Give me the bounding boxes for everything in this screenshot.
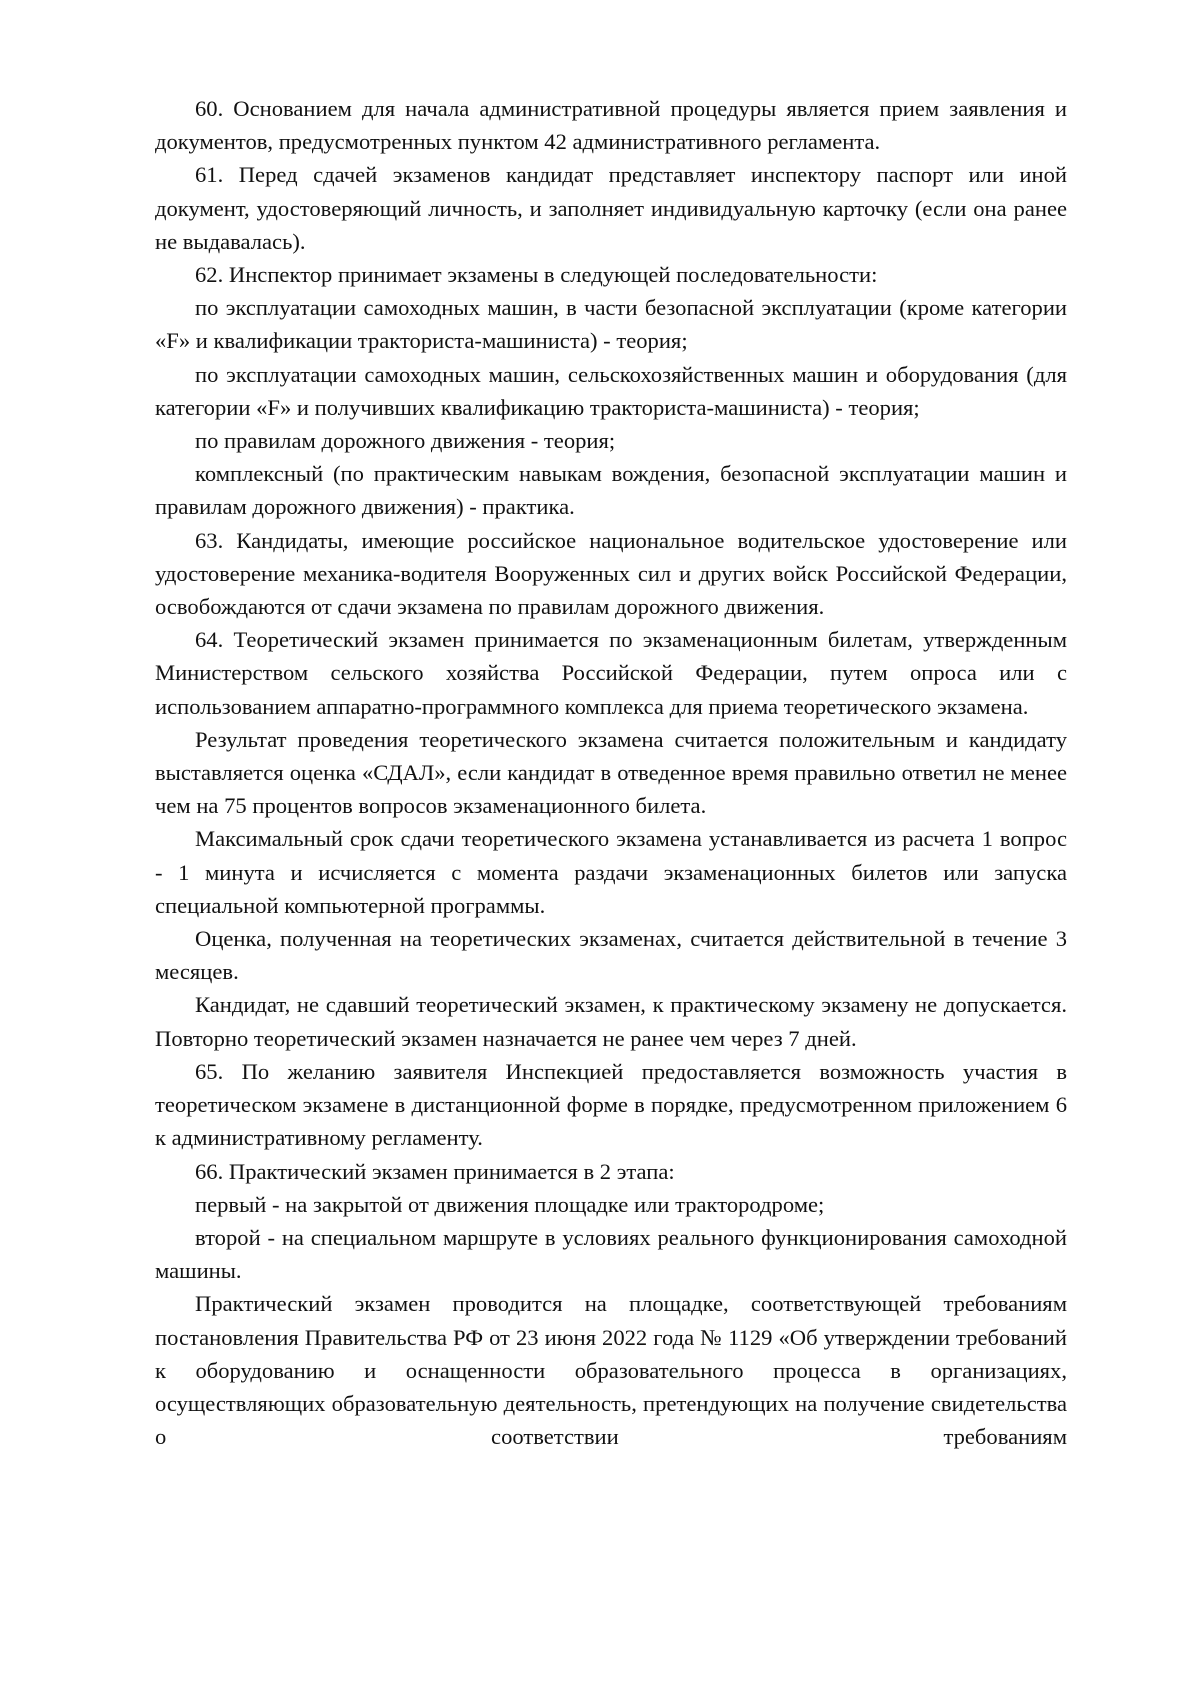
paragraph-60: 60. Основанием для начала административной процедуры является прием заявления и документов, предусмотренных пунктом 42 административного регламента. <box>155 96 1067 155</box>
paragraph-62-item-4: комплексный (по практическим навыкам вождения, безопасной эксплуатации машин и правилам дорожного движения) - практика. <box>155 461 1067 520</box>
paragraph-65: 65. По желанию заявителя Инспекцией предоставляется возможность участия в теоретическом экзамене в дистанционной форме в порядке, предусмотренном приложением 6 к административному регламенту. <box>155 1058 1067 1151</box>
paragraph-61: 61. Перед сдачей экзаменов кандидат представляет инспектору паспорт или иной документ, удостоверяющий личность, и заполняет индивидуальную карточку (если она ранее не выдавалась). <box>155 162 1067 254</box>
paragraph-64-result: Результат проведения теоретического экзамена считается положительным и кандидату выставляется оценка «СДАЛ», если кандидат в отведенное время правильно ответил не менее чем на 75 процентов вопросов экзаменационного билета. <box>155 726 1067 819</box>
paragraph-66-site: Практический экзамен проводится на площадке, соответствующей требованиям постановления Правительства РФ от 23 июня 2022 года № 1129 «Об утверждении требований к оборудованию и оснащенности образовательного процесса в организациях, осуществляющих образовательную деятельность, претендующих на получение свидетельства о соответствии требованиям <box>155 1291 1067 1450</box>
paragraph-62-item-2: по эксплуатации самоходных машин, сельскохозяйственных машин и оборудования (для категории «F» и получивших квалификацию тракториста-машиниста) - теория; <box>155 361 1067 420</box>
paragraph-62-item-3: по правилам дорожного движения - теория; <box>195 428 616 454</box>
paragraph-62-item-1: по эксплуатации самоходных машин, в части безопасной эксплуатации (кроме категории «F» и квалификации тракториста-машиниста) - теория; <box>155 295 1067 354</box>
paragraph-64: 64. Теоретический экзамен принимается по экзаменационным билетам, утвержденным Министерством сельского хозяйства Российской Федерации, путем опроса или с использованием аппаратно-программного комплекса для приема теоретического экзамена. <box>155 627 1067 719</box>
paragraph-63: 63. Кандидаты, имеющие российское национальное водительское удостоверение или удостоверение механика-водителя Вооруженных сил и других войск Российской Федерации, освобождаются от сдачи экзамена по правилам дорожного движения. <box>155 527 1067 620</box>
paragraph-66-stage-2: второй - на специальном маршруте в условиях реального функционирования самоходной машины. <box>155 1224 1067 1284</box>
document-body <box>155 92 1067 1453</box>
paragraph-64-retake: Кандидат, не сдавший теоретический экзамен, к практическому экзамену не допускается. Повторно теоретический экзамен назначается не ранее чем через 7 дней. <box>155 992 1067 1051</box>
paragraph-66-stage-1: первый - на закрытой от движения площадке или трактородроме; <box>195 1191 825 1217</box>
paragraph-62: 62. Инспектор принимает экзамены в следующей последовательности: <box>195 262 878 288</box>
paragraph-64-validity: Оценка, полученная на теоретических экзаменах, считается действительной в течение 3 месяцев. <box>155 926 1067 985</box>
paragraph-66: 66. Практический экзамен принимается в 2 этапа: <box>195 1158 675 1184</box>
paragraph-64-max-time: Максимальный срок сдачи теоретического экзамена устанавливается из расчета 1 вопрос - 1 минута и исчисляется с момента раздачи экзаменационных билетов или запуска специальной компьютерной программы. <box>155 826 1067 918</box>
